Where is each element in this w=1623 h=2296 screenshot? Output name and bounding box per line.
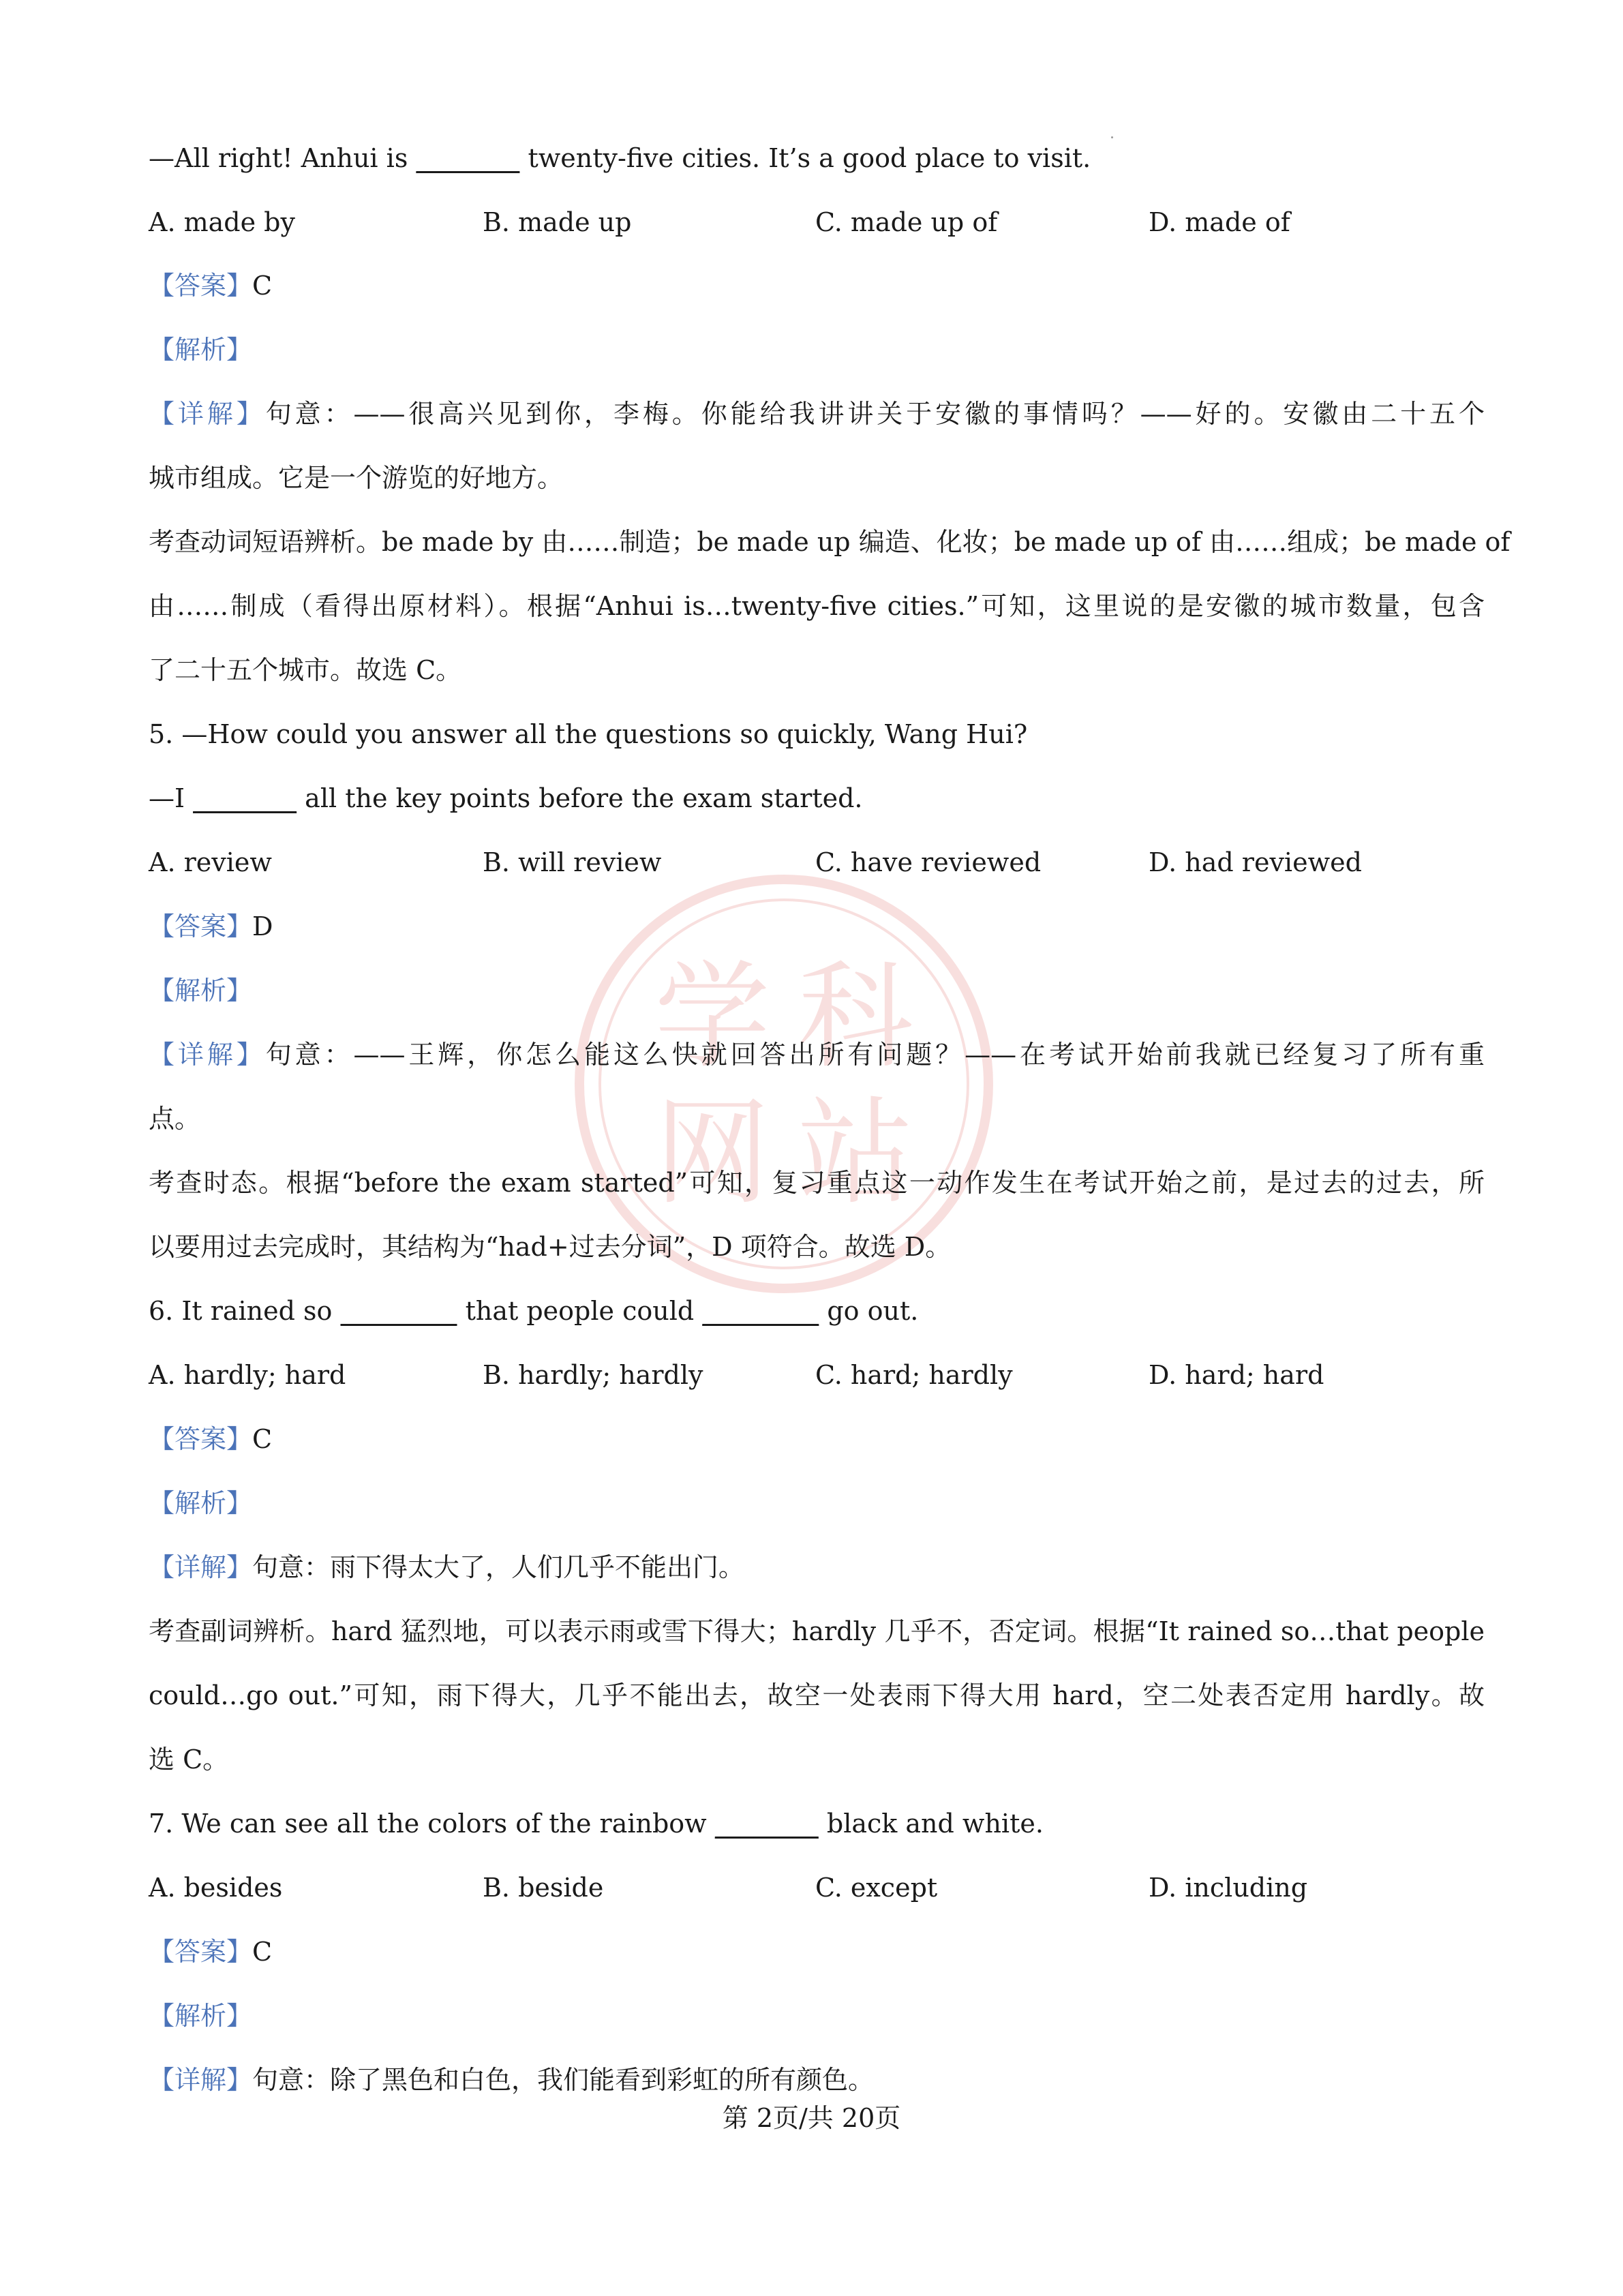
- option-b: B. made up: [483, 207, 632, 237]
- q7-answer: [149, 1935, 1485, 1968]
- speck: [1111, 136, 1113, 138]
- answer-label: 【答案】: [149, 1937, 253, 1967]
- text: 了二十五个城市。故选 C。: [149, 655, 462, 685]
- option-c: C. made up of: [815, 207, 998, 237]
- text: —I: [149, 783, 194, 813]
- text: that people could: [457, 1296, 703, 1326]
- q4-explanation-1: [149, 526, 1511, 558]
- text: 5. —How could you answer all the questions so quickly, Wang Hui?: [149, 719, 1028, 749]
- text: 7. We can see all the colors of the rainbow: [149, 1809, 715, 1839]
- q5-answer: [149, 910, 1485, 943]
- option-b: B. will review: [483, 847, 662, 877]
- q6-explanation-3: [149, 1743, 1485, 1776]
- detail-label: 【详解】: [149, 1040, 266, 1070]
- q4-detail-2: [149, 462, 1485, 494]
- q4-explanation-3: [149, 654, 1485, 686]
- answer-blank: ________: [714, 1809, 819, 1839]
- q5-explanation-1: [149, 1166, 1485, 1199]
- answer-value: C: [252, 1424, 273, 1454]
- q7-detail-1: [149, 2064, 1485, 2096]
- q6-explanation-2: [149, 1679, 1485, 1712]
- option-c: C. hard; hardly: [815, 1360, 1013, 1390]
- q5-dialog-line: [149, 782, 1485, 815]
- answer-value: C: [252, 271, 273, 301]
- q6-detail-1: [149, 1551, 1485, 1584]
- option-a: A. hardly; hard: [149, 1360, 346, 1390]
- analysis-label: 【解析】: [149, 976, 253, 1006]
- text: 句意：除了黑色和白色，我们能看到彩虹的所有颜色。: [252, 2065, 875, 2095]
- option-b: B. beside: [483, 1873, 604, 1903]
- text: 城市组成。它是一个游览的好地方。: [149, 463, 564, 493]
- svg-text:学: 学: [654, 950, 771, 1085]
- option-d: D. including: [1149, 1873, 1308, 1903]
- answer-blank: ________: [416, 143, 520, 173]
- option-a: A. made by: [149, 207, 295, 237]
- text: go out.: [819, 1296, 919, 1326]
- detail-label: 【详解】: [149, 2065, 253, 2095]
- svg-text:网: 网: [654, 1086, 771, 1221]
- q5-detail-2: [149, 1102, 1485, 1135]
- svg-text:科: 科: [798, 950, 914, 1085]
- q6-explanation-1: [149, 1615, 1485, 1648]
- text: 点。: [149, 1104, 201, 1134]
- option-d: D. made of: [1149, 207, 1290, 237]
- q4-explanation-2: [149, 590, 1485, 622]
- text: 考查动词短语辨析。be made by 由……制造；be made up 编造、化妆；be made up of 由……组成；be made of: [149, 527, 1511, 557]
- q4-detail-1: [149, 397, 1485, 430]
- q7-question: [149, 1807, 1485, 1840]
- q4-dialog-line: [149, 142, 1485, 175]
- text: —All right! Anhui is: [149, 143, 416, 173]
- text: 考查副词辨析。hard 猛烈地，可以表示雨或雪下得大；hardly 几乎不，否定词。根据“It rained so…that people: [149, 1616, 1485, 1646]
- analysis-label: 【解析】: [149, 335, 253, 365]
- text: 句意：雨下得太大了，人们几乎不能出门。: [252, 1552, 745, 1582]
- option-a: A. besides: [149, 1873, 283, 1903]
- answer-label: 【答案】: [149, 1424, 253, 1454]
- q5-analysis: [149, 974, 1485, 1007]
- text: 句意：——很高兴见到你，李梅。你能给我讲讲关于安徽的事情吗？——好的。安徽由二十五个: [265, 399, 1485, 429]
- option-a: A. review: [149, 847, 272, 877]
- q7-analysis: [149, 1999, 1485, 2032]
- text: all the key points before the exam started.: [297, 783, 863, 813]
- text: 由……制成（看得出原材料）。根据“Anhui is…twenty-five cities.”可知，这里说的是安徽的城市数量，包含: [149, 591, 1485, 621]
- text: 考查时态。根据“before the exam started”可知，复习重点这一动作发生在考试开始之前，是过去的过去，所: [149, 1168, 1485, 1198]
- detail-label: 【详解】: [149, 1552, 253, 1582]
- option-c: C. have reviewed: [815, 847, 1042, 877]
- q5-explanation-2: [149, 1230, 1485, 1263]
- q4-analysis: [149, 333, 1485, 366]
- q5-detail-1: [149, 1038, 1485, 1071]
- analysis-label: 【解析】: [149, 2001, 253, 2031]
- option-c: C. except: [815, 1873, 938, 1903]
- answer-blank-2: _________: [702, 1296, 819, 1326]
- text: 选 C。: [149, 1744, 229, 1774]
- page-footer: 第 2页/共 20页: [722, 2103, 901, 2133]
- answer-value: D: [252, 911, 273, 941]
- text: 6. It rained so: [149, 1296, 341, 1326]
- text: 以要用过去完成时，其结构为“had+过去分词”，D 项符合。故选 D。: [149, 1232, 952, 1262]
- text: twenty-five cities. It’s a good place to visit.: [519, 143, 1091, 173]
- q4-answer: [149, 269, 1485, 302]
- q6-question: [149, 1295, 1485, 1327]
- answer-blank: ________: [193, 783, 297, 813]
- option-d: D. hard; hard: [1149, 1360, 1324, 1390]
- text: could…go out.”可知，雨下得大，几乎不能出去，故空一处表雨下得大用 hard，空二处表否定用 hardly。故: [149, 1680, 1485, 1710]
- answer-label: 【答案】: [149, 911, 253, 941]
- text: black and white.: [818, 1809, 1044, 1839]
- analysis-label: 【解析】: [149, 1488, 253, 1518]
- text: 句意：——王辉，你怎么能这么快就回答出所有问题？——在考试开始前我就已经复习了所有重: [265, 1040, 1485, 1070]
- q6-answer: [149, 1423, 1485, 1455]
- answer-blank-1: _________: [340, 1296, 457, 1326]
- svg-text:站: 站: [798, 1086, 914, 1221]
- option-b: B. hardly; hardly: [483, 1360, 703, 1390]
- q6-analysis: [149, 1487, 1485, 1520]
- answer-value: C: [252, 1937, 273, 1967]
- detail-label: 【详解】: [149, 399, 266, 429]
- q5-question: [149, 718, 1485, 751]
- answer-label: 【答案】: [149, 271, 253, 301]
- option-d: D. had reviewed: [1149, 847, 1362, 877]
